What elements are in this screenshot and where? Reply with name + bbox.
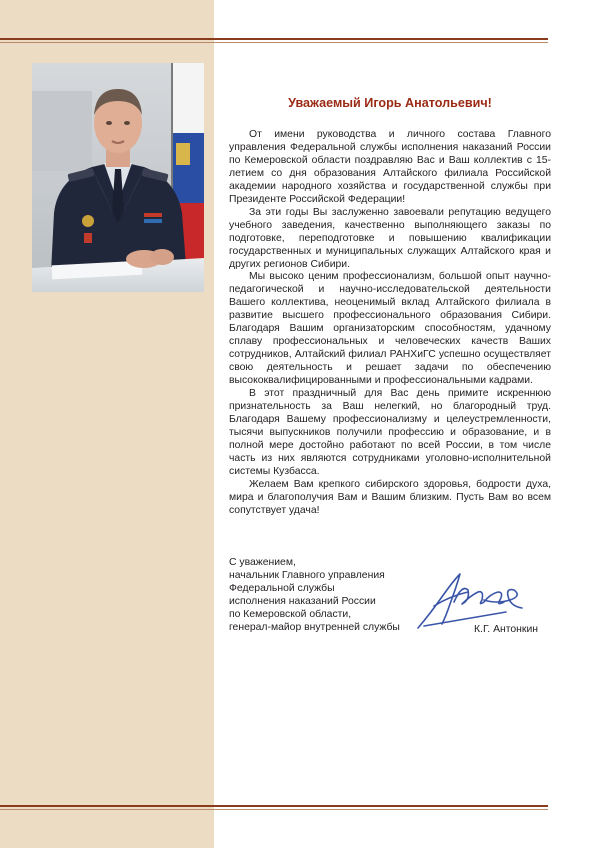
bottom-rule — [0, 805, 548, 807]
letter-paragraph: За эти годы Вы заслуженно завоевали репутацию ведущего учебного заведения, качественно выполняющего заказы по подготовке, переподготовке и повышению квалификации государственных и муниципальных служащих Алтайского края и других регионов Сибири. — [229, 206, 551, 270]
closing-line: С уважением, — [229, 557, 296, 568]
letter-paragraph: От имени руководства и личного состава Главного управления Федеральной службы исполнения наказаний России по Кемеровской области поздравляю Вас и Ваш коллектив с 15-летием со дня образования Алтайского филиала Российской академии народного хозяйства и государственной службы при Президенте Российской Федерации! — [229, 129, 551, 205]
letter-paragraph: Желаем Вам крепкого сибирского здоровья, бодрости духа, мира и благополучия Вам и Вашим близким. Пусть Вам во всем сопутствует удача! — [229, 478, 551, 516]
letter-paragraph: В этот праздничный для Вас день примите искреннюю признательность за Ваш нелегкий, но благородный труд. Благодаря Вашему профессионализму и целеустремленности, тысячи выпускников получили профессию и образование, и в полной мере достойно работают по всей России, в том числе часть из них являются сотрудниками уголовно-исполнительной системы Кузбасса. — [229, 388, 551, 477]
closing-block — [229, 557, 429, 634]
closing-line: исполнения наказаний России — [229, 595, 376, 607]
official-portrait-photo — [32, 63, 204, 292]
top-rule-thin — [0, 42, 548, 43]
signer-name: К.Г. Антонкин — [474, 624, 538, 635]
letter-body — [229, 96, 551, 518]
closing-line: Федеральной службы — [229, 582, 335, 594]
letter-greeting: Уважаемый Игорь Анатольевич! — [288, 96, 492, 110]
closing-line: генерал-майор внутренней службы — [229, 621, 400, 633]
letter-paragraph: Мы высоко ценим профессионализм, большой опыт научно-педагогической и научно-исследовательской деятельности Вашего коллектива, неоценимый вклад Алтайского филиала в развитие высшего профессионального образования Сибири. Благодаря Вашим организаторским способностям, удачному сплаву профессиональных и человеческих качеств Ваших сотрудников, Алтайский филиал РАНХиГС успешно осуществляет свою деятельность и решает задачи по обеспечению высококвалифицированными и профессиональными кадрами. — [229, 271, 551, 387]
closing-line: начальник Главного управления — [229, 569, 385, 581]
top-rule — [0, 38, 548, 40]
closing-line: по Кемеровской области, — [229, 608, 352, 620]
bottom-rule-thin — [0, 809, 548, 810]
